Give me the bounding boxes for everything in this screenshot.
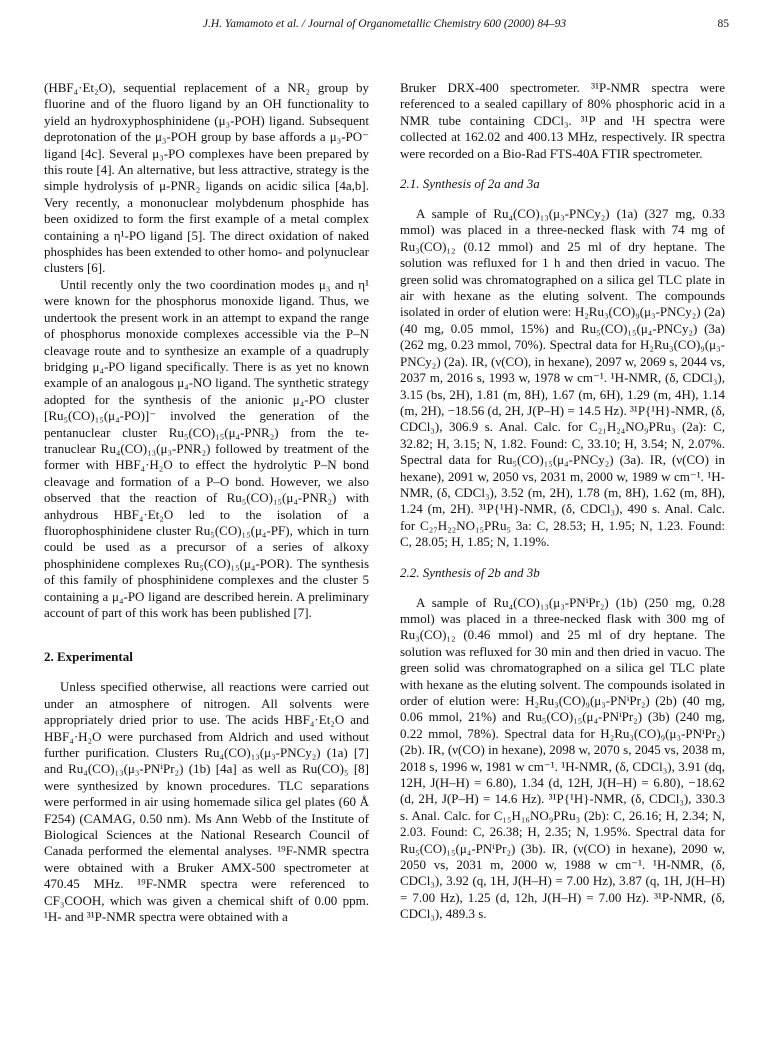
spacer — [400, 192, 725, 206]
left-column — [44, 80, 369, 926]
page-number: 85 — [717, 18, 729, 30]
paragraph: Bruker DRX-400 spectrometer. ³¹P-NMR spectra were referenced to a sealed capillary of 80% phosphoric acid in a NMR tube containing CDCl₃. ³¹P and ¹H spectra were collected at 162.02 and 400.13 MHz, respectively. IR spectra were recorded on a Bio-Rad FTS-40A FTIR spectrometer. — [400, 80, 725, 161]
subsection-heading: 2.2. Synthesis of 2b and 3b — [400, 564, 540, 580]
right-column — [400, 80, 725, 923]
paragraph: Unless specified otherwise, all reactions were carried out under an atmosphere of nitrogen. All solvents were appropriately dried prior to use. The acids HBF₄·Et₂O and HBF₄·H₂O were purchased from Aldrich and used without further purification. Clusters Ru₄(CO)₁₃(μ₃-PNCy₂) (1a) [7] and Ru₄(CO)₁₃(μ₃-PNⁱPr₂) (1b) [4a] as well as Ru(CO)₅ [8] were synthesized by known procedures. TLC separations were performed in air using homemade silica gel plates (60 Å F254) (CAMAG, 0.50 nm). Ms Ann Webb of the Institute of Biological Sciences at the National Research Council of Canada performed the elemental analyses. ¹⁹F-NMR spectra were obtained with a Bruker AMX-500 spectrometer at 470.45 MHz. ¹⁹F-NMR spectra were referenced to CF₃COOH, which was given a chemical shift of 0.00 ppm. ¹H- and ³¹P-NMR spectra were obtained with a — [44, 679, 369, 925]
paragraph: A sample of Ru₄(CO)₁₃(μ₃-PNCy₂) (1a) (327 mg, 0.33 mmol) was placed in a three-necked flask with 74 mg of Ru₃(CO)₁₂ (0.12 mmol) and 25 ml of dry heptane. The solution was refluxed for 1 h and then dried in vacuo. The green solid was chromatographed on a silica gel TLC plate in air with hexane as the eluting solvent. The compounds isolated in order of elution were: H₂Ru₃(CO)₉(μ₃-PNCy₂) (2a) (40 mg, 0.05 mmol, 15%) and Ru₅(CO)₁₅(μ₄-PNCy₂) (3a) (262 mg, 0.23 mmol, 70%). Spectral data for H₂Ru₃(CO)₉(μ₃-PNCy₂) (2a). IR, (ν(CO), in hexane), 2097 w, 2069 s, 2044 vs, 2037 m, 2016 s, 1993 w, 1978 w cm⁻¹. ¹H-NMR, (δ, CDCl₃), 3.15 (bs, 2H), 1.81 (m, 8H), 1.67 (m, 6H), 1.29 (m, 4H), 1.14 (m, 2H), −18.56 (d, 2H, J(P–H) = 14.5 Hz). ³¹P{¹H}-NMR, (δ, CDCl₃), 306.9 s. Anal. Calc. for C₂₁H₂₄NO₉PRu₃ (2a): C, 32.82; H, 3.15; N, 1.82. Found: C, 33.10; H, 3.54; N, 2.07%. Spectral data for Ru₅(CO)₁₅(μ₄-PNCy₂) (3a). IR, (ν(CO) in hexane), 2091 w, 2050 vs, 2031 m, 2000 w, 1989 w cm⁻¹. ¹H-NMR, (δ, CDCl₃), 3.52 (m, 2H), 1.78 (m, 8H), 1.62 (m, 8H), 1.24 (m, 2H). ³¹P{¹H}-NMR, (δ, CDCl₃), 490 s. Anal. Calc. for C₂₇H₂₂NO₁₅PRu₅ 3a: C, 28.53; H, 1.95; N, 1.23. Found: C, 28.05; H, 1.85; N, 1.19%. — [400, 206, 725, 550]
section-heading: 2. Experimental — [44, 649, 133, 665]
spacer — [44, 621, 369, 649]
spacer — [44, 665, 369, 679]
spacer — [400, 162, 725, 176]
running-title: J.H. Yamamoto et al. / Journal of Organometallic Chemistry 600 (2000) 84–93 — [202, 18, 567, 30]
paragraph: A sample of Ru₄(CO)₁₃(μ₃-PNⁱPr₂) (1b) (250 mg, 0.28 mmol) was placed in a three-necked flask with 300 mg of Ru₃(CO)₁₂ (0.46 mmol) and 25 ml of dry heptane. The solution was refluxed for 30 min and then dried in vacuo. The green solid was chromatographed on a silica gel TLC plate with hexane as the eluting solvent. The compounds isolated in order of elution were: H₂Ru₃(CO)₉(μ₃-PNⁱPr₂) (2b) (40 mg, 0.06 mmol, 21%) and Ru₅(CO)₁₅(μ₄-PNⁱPr₂) (3b) (240 mg, 0.22 mmol, 78%). Spectral data for H₂Ru₃(CO)₉(μ₃-PNⁱPr₂) (2b). IR, (ν(CO) in hexane), 2098 w, 2070 s, 2045 vs, 2038 m, 2018 s, 1996 w, 1981 w cm⁻¹. ¹H-NMR, (δ, CDCl₃), 3.91 (dq, 12H, J(H–H) = 6.80), 1.34 (d, 12H, J(H–H) = 6.80), −18.62 (d, 2H, J(P–H) = 14.6 Hz). ³¹P{¹H}-NMR, (δ, CDCl₃), 330.3 s. Anal. Calc. for C₁₅H₁₆NO₉PRu₃ (2b): C, 26.16; H, 2.34; N, 2.03. Found: C, 26.38; H, 2.35; N, 1.95%. Spectral data for Ru₅(CO)₁₅(μ₄-PNⁱPr₂) (3b). IR, (ν(CO) in hexane), 2090 w, 2050 vs, 2031 m, 2000 w, 1988 w cm⁻¹. ¹H-NMR, (δ, CDCl₃), 3.92 (q, 1H, J(H–H) = 7.00 Hz), 3.87 (q, 1H, J(H–H) = 7.00 Hz), 1.25 (d, 12h, J(H–H) = 7.00 Hz). ³¹P-NMR, (δ, CDCl₃), 489.3 s. — [400, 594, 725, 922]
spacer — [400, 551, 725, 565]
spacer — [400, 581, 725, 595]
subsection-heading: 2.1. Synthesis of 2a and 3a — [400, 176, 540, 192]
running-header — [40, 18, 729, 38]
paragraph: Until recently only the two coordination modes μ₃ and η¹ were known for the phosphorus monoxide ligand. Thus, we undertook the present work in an attempt to expand the range of phosphorus monoxide complexes accessible via the P–N cleavage route and to synthesize an example of a quadruply bridging μ₄-PO ligand specifically. There is as yet no known example of an analogous μ₄-NO ligand. The synthetic strategy adopted for the synthesis of the anionic μ₄-PO cluster [Ru₅(CO)₁₅(μ₄-PO)]⁻ involved the generation of the pentanuclear cluster Ru₅(CO)₁₅(μ₄-PNR₂) from the tetranuclear Ru₄(CO)₁₃(μ₃-PNR₂) followed by treatment of the former with HBF₄·H₂O to effect the hydrolytic P–N bond cleavage and formation of a P–O bond. However, we also observed that the reaction of Ru₅(CO)₁₅(μ₄-PNR₂) with anhydrous HBF₄·Et₂O led to the isolation of a fluorophosphinidene cluster Ru₅(CO)₁₅(μ₄-PF), which in turn could be used as a precursor of a series of alkoxy phosphinidene complexes Ru₅(CO)₁₅(μ₄-POR). The synthesis of this family of phosphinidene complexes and the cluster 5 containing a μ₄-PO ligand are described herein. A preliminary account of part of this work has been published [7]. — [44, 276, 369, 620]
paragraph: (HBF₄·Et₂O), sequential replacement of a NR₂ group by fluorine and of the fluoro ligand by an OH functionality to yield an hydroxyphosphinidene (μ₃-POH) ligand. Subsequent deprotonation of the μ₃-POH group by base affords a μ₃-PO⁻ ligand [4c]. Several μ₃-PO complexes have been prepared by this route [4]. An alternative, but less attractive, strategy is the simple hydrolysis of μ-PNR₂ ligands on acidic silica [4a,b]. Very recently, a mononuclear molybdenum phosphide has been oxidized to form the first example of a metal complex containing a η¹-PO ligand [5]. The direct oxidation of naked phosphides has been extended to other homo- and polynuclear clusters [6]. — [44, 80, 369, 276]
